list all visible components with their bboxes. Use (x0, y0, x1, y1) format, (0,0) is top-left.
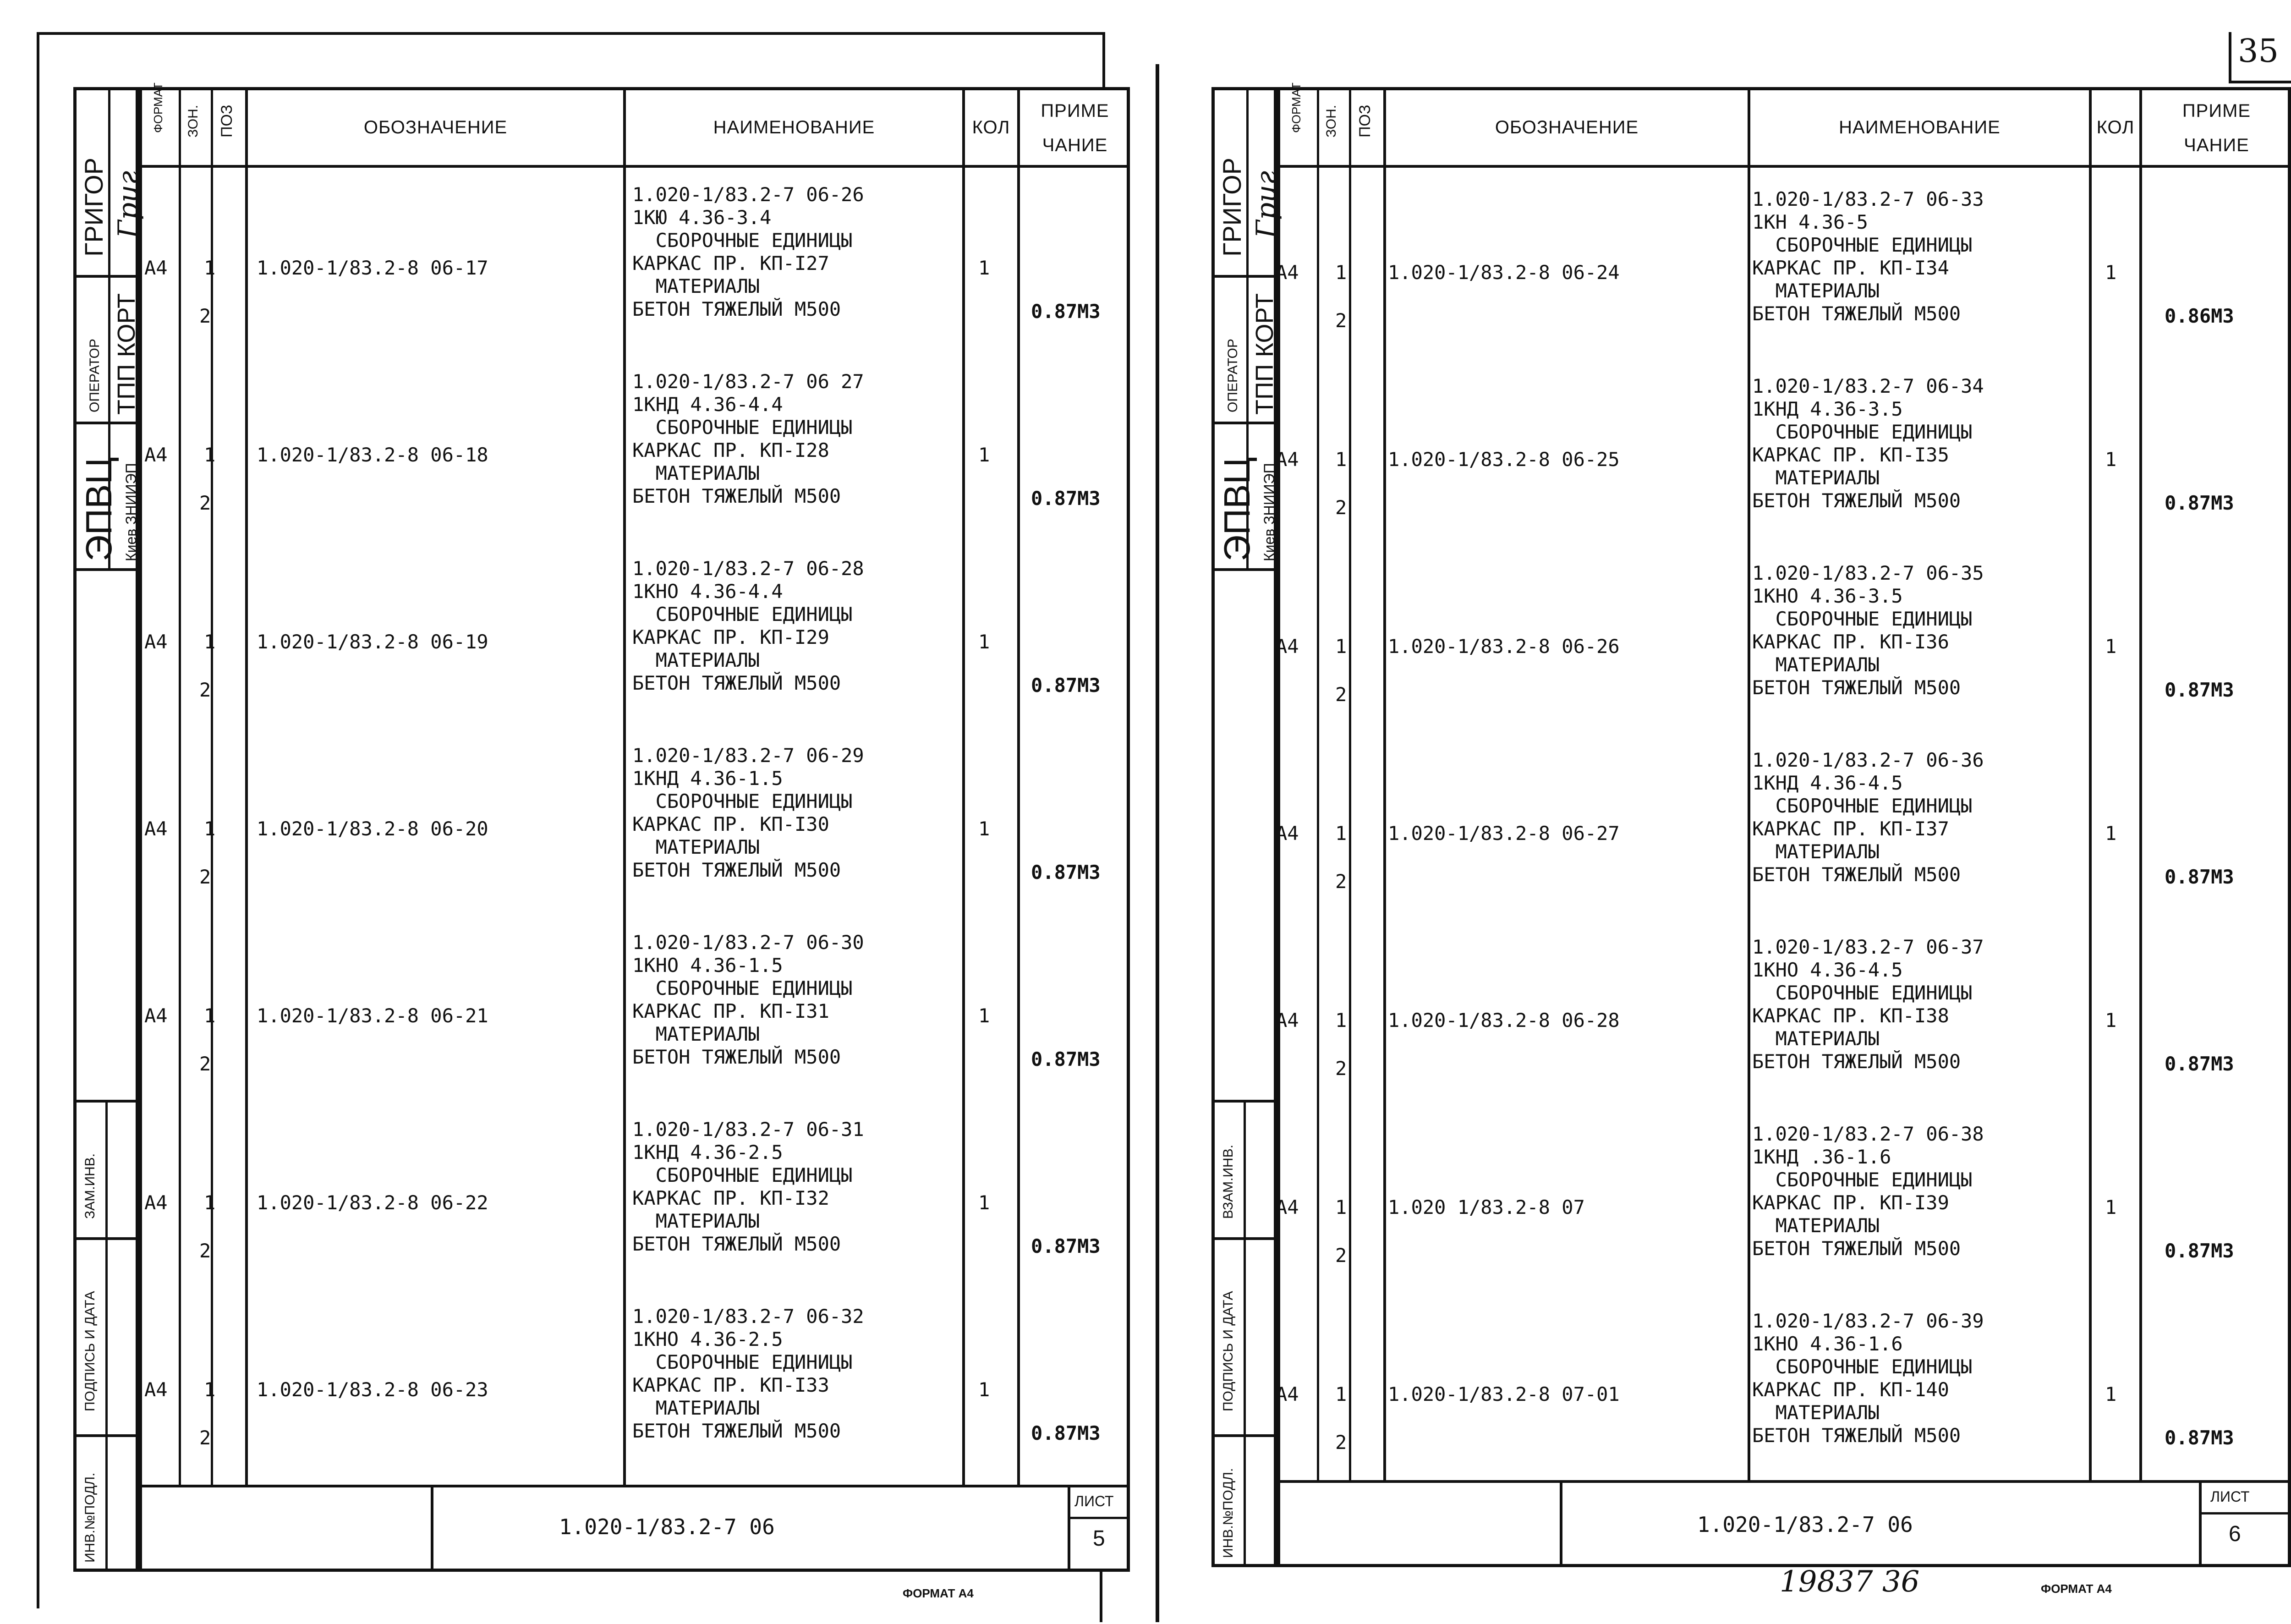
row-name-line: 1КНД 4.36-4.5 (1752, 772, 1903, 794)
row-name-line: СБОРОЧНЫЕ ЕДИНИЦЫ (1752, 982, 1973, 1004)
stamp-divider (1211, 1434, 1280, 1437)
row-format: A4 (1276, 635, 1299, 658)
row-qty: 1 (978, 257, 990, 279)
row-format: A4 (1276, 261, 1299, 284)
stamp-divider (73, 275, 142, 278)
row-name-line: БЕТОН ТЯЖЕЛЫЙ М500 (1752, 1050, 1961, 1073)
row-format: A4 (144, 817, 168, 840)
row-name-line: КАРКАС ПР. КП-І36 (1752, 631, 1949, 653)
row-name-line: МАТЕРИАЛЫ (632, 649, 760, 671)
title-block-divider (1560, 1480, 1562, 1567)
col-divider (2089, 87, 2092, 1480)
row-pos-1: 1 (204, 631, 216, 653)
row-pos-2: 2 (199, 866, 211, 888)
row-name-line: КАРКАС ПР. КП-І27 (632, 252, 829, 274)
row-name-line: МАТЕРИАЛЫ (632, 1023, 760, 1045)
row-pos-1: 1 (1335, 448, 1347, 471)
row-name-line: СБОРОЧНЫЕ ЕДИНИЦЫ (632, 1351, 853, 1373)
row-name-line: 1.020-1/83.2-7 06-36 (1752, 749, 1984, 771)
row-qty: 1 (2105, 635, 2117, 658)
row-qty: 1 (978, 1378, 990, 1401)
col-divider (1748, 87, 1750, 1480)
stamp-name: ГРИГОР (1217, 157, 1246, 257)
row-name-line: МАТЕРИАЛЫ (632, 275, 760, 297)
row-pos-2: 2 (1335, 1057, 1347, 1080)
header-note-1: ПРИМЕ (2182, 101, 2251, 121)
row-name-line: 1.020-1/83.2-7 06-31 (632, 1118, 864, 1141)
row-name-line: 1КНД 4.36-4.4 (632, 393, 783, 416)
row-designation: 1.020-1/83.2-8 06-25 (1388, 448, 1620, 471)
row-qty: 1 (978, 1191, 990, 1214)
row-note: 0.86М3 (2165, 305, 2234, 327)
stamp-inv: ИНВ.№ПОДЛ. (82, 1472, 98, 1563)
row-name-line: КАРКАС ПР. КП-І32 (632, 1187, 829, 1209)
stamp-vzam: ВЗАМ.ИНВ. (1221, 1144, 1236, 1219)
bottom-guide-tick (1100, 1572, 1102, 1622)
page-number-tick (2229, 32, 2231, 82)
row-note: 0.87М3 (2165, 1053, 2234, 1075)
row-name-line: 1КЮ 4.36-3.4 (632, 206, 772, 229)
row-qty: 1 (2105, 1383, 2117, 1405)
stamp-divider (1211, 275, 1280, 278)
row-pos-1: 1 (204, 257, 216, 279)
row-name-line: СБОРОЧНЫЕ ЕДИНИЦЫ (1752, 1169, 1973, 1191)
row-qty: 1 (2105, 1196, 2117, 1218)
row-note: 0.87М3 (1031, 1422, 1101, 1444)
row-name-line: КАРКАС ПР. КП-І37 (1752, 817, 1949, 840)
row-pos-1: 1 (204, 1378, 216, 1401)
row-name-line: 1.020-1/83.2-7 06-38 (1752, 1123, 1984, 1145)
row-name-line: СБОРОЧНЫЕ ЕДИНИЦЫ (1752, 608, 1973, 630)
row-name-line: 1.020-1/83.2-7 06-29 (632, 744, 864, 767)
row-name-line: МАТЕРИАЛЫ (1752, 1214, 1880, 1237)
header-note-2: ЧАНИЕ (1042, 135, 1108, 155)
row-name-line: БЕТОН ТЯЖЕЛЫЙ М500 (1752, 1424, 1961, 1447)
row-qty: 1 (2105, 1009, 2117, 1031)
center-fold-line (1156, 64, 1159, 1622)
col-divider (1017, 87, 1020, 1485)
stamp-divider (1211, 568, 1280, 571)
row-name-line: СБОРОЧНЫЕ ЕДИНИЦЫ (632, 416, 853, 439)
stamp-divider (73, 422, 142, 424)
stamp-org: ЭПВЦ (78, 457, 119, 561)
stamp-tpp: ТПП КОРТ (1251, 293, 1278, 415)
row-note: 0.87М3 (2165, 679, 2234, 701)
row-pos-2: 2 (199, 1426, 211, 1449)
row-format: A4 (144, 257, 168, 279)
list-label: ЛИСТ (2210, 1488, 2250, 1505)
header-zone: ЗОН. (1324, 104, 1339, 137)
row-qty: 1 (2105, 448, 2117, 471)
row-qty: 1 (2105, 261, 2117, 284)
col-divider (1349, 87, 1351, 1480)
top-guide-tick (1102, 32, 1105, 87)
row-name-line: 1КНД 4.36-2.5 (632, 1141, 783, 1163)
stamp-zam: ЗАМ.ИНВ. (82, 1153, 98, 1219)
header-name: НАИМЕНОВАНИЕ (1839, 117, 2001, 137)
row-name-line: СБОРОЧНЫЕ ЕДИНИЦЫ (1752, 421, 1973, 443)
row-name-line: БЕТОН ТЯЖЕЛЫЙ М500 (1752, 489, 1961, 512)
col-divider (2139, 87, 2142, 1480)
stamp-divider (1211, 422, 1280, 424)
stamp-tpp: ТПП КОРТ (113, 293, 140, 415)
row-note: 0.87М3 (1031, 1048, 1101, 1070)
title-block-divider (136, 1485, 1130, 1487)
row-note: 0.87М3 (1031, 487, 1101, 510)
row-pos-2: 2 (199, 492, 211, 514)
row-name-line: 1КНО 4.36-4.4 (632, 580, 783, 603)
row-format: A4 (1276, 822, 1299, 845)
row-pos-2: 2 (1335, 1431, 1347, 1454)
row-qty: 1 (978, 817, 990, 840)
row-format: A4 (144, 631, 168, 653)
row-name-line: СБОРОЧНЫЕ ЕДИНИЦЫ (632, 790, 853, 812)
row-format: A4 (1276, 448, 1299, 471)
header-divider (136, 165, 1130, 168)
row-name-line: МАТЕРИАЛЫ (1752, 280, 1880, 302)
row-name-line: 1.020-1/83.2-7 06-39 (1752, 1310, 1984, 1332)
stamp-inv: ИНВ.№ПОДЛ. (1221, 1468, 1236, 1558)
title-block-divider (1274, 1480, 2291, 1483)
stamp-divider (73, 1434, 142, 1437)
row-pos-2: 2 (199, 305, 211, 327)
header-pos: ПОЗ (218, 104, 236, 137)
col-divider (1383, 87, 1386, 1480)
row-name-line: КАРКАС ПР. КП-140 (1752, 1378, 1949, 1401)
row-name-line: 1КНО 4.36-1.5 (632, 954, 783, 977)
row-note: 0.87М3 (2165, 1426, 2234, 1449)
row-name-line: 1.020-1/83.2-7 06-28 (632, 557, 864, 580)
format-label: ФОРМАТ А4 (903, 1586, 974, 1600)
row-qty: 1 (2105, 822, 2117, 845)
doc-code: 1.020-1/83.2-7 06 (559, 1514, 775, 1539)
title-block-divider (2199, 1512, 2291, 1514)
row-name-line: МАТЕРИАЛЫ (632, 462, 760, 484)
row-name-line: 1КНО 4.36-4.5 (1752, 959, 1903, 981)
page-number-line (2229, 81, 2291, 83)
stamp-operator: ОПЕРАТОР (1225, 339, 1240, 412)
stamp-divider (1211, 1237, 1280, 1240)
row-pos-2: 2 (1335, 1244, 1347, 1267)
row-name-line: КАРКАС ПР. КП-І38 (1752, 1004, 1949, 1027)
row-name-line: 1КНО 4.36-3.5 (1752, 585, 1903, 607)
header-designation: ОБОЗНАЧЕНИЕ (363, 117, 508, 137)
row-name-line: БЕТОН ТЯЖЕЛЫЙ М500 (632, 485, 841, 507)
list-number: 5 (1093, 1526, 1105, 1551)
row-format: A4 (144, 1004, 168, 1027)
row-format: A4 (144, 1191, 168, 1214)
row-name-line: БЕТОН ТЯЖЕЛЫЙ М500 (632, 1233, 841, 1255)
row-name-line: КАРКАС ПР. КП-І33 (632, 1374, 829, 1396)
row-name-line: СБОРОЧНЫЕ ЕДИНИЦЫ (1752, 1355, 1973, 1378)
row-name-line: СБОРОЧНЫЕ ЕДИНИЦЫ (632, 603, 853, 625)
row-note: 0.87М3 (1031, 300, 1101, 323)
header-zone: ЗОН. (186, 104, 201, 137)
stamp-divider (73, 1237, 142, 1240)
header-pos: ПОЗ (1356, 104, 1374, 137)
handwritten-note: 19837 36 (1780, 1565, 1920, 1599)
row-pos-1: 1 (1335, 635, 1347, 658)
row-pos-2: 2 (199, 1053, 211, 1075)
stamp-divider (1211, 1100, 1280, 1103)
stamp-operator: ОПЕРАТОР (87, 339, 102, 412)
stamp-col-divider (1244, 1100, 1246, 1567)
row-name-line: МАТЕРИАЛЫ (632, 836, 760, 858)
header-format: ФОРМАТ (1289, 82, 1303, 133)
row-pos-2: 2 (1335, 309, 1347, 332)
col-divider (623, 87, 626, 1485)
row-name-line: 1.020-1/83.2-7 06 27 (632, 370, 864, 393)
row-pos-1: 1 (1335, 1009, 1347, 1031)
row-name-line: СБОРОЧНЫЕ ЕДИНИЦЫ (632, 229, 853, 252)
header-designation: ОБОЗНАЧЕНИЕ (1495, 117, 1639, 137)
stamp-city: Киев ЗНИИЭП (1261, 463, 1277, 561)
row-designation: 1.020-1/83.2-8 06-21 (257, 1004, 488, 1027)
row-designation: 1.020-1/83.2-8 06-18 (257, 444, 488, 466)
row-designation: 1.020-1/83.2-8 06-24 (1388, 261, 1620, 284)
stamp-signature: Григ (1250, 170, 1283, 238)
stamp-sign-date: ПОДПИСЬ И ДАТА (82, 1291, 98, 1411)
row-note: 0.87М3 (1031, 861, 1101, 883)
row-note: 0.87М3 (1031, 1235, 1101, 1257)
doc-code: 1.020-1/83.2-7 06 (1697, 1512, 1913, 1537)
row-name-line: 1.020-1/83.2-7 06-37 (1752, 936, 1984, 958)
row-name-line: КАРКАС ПР. КП-І29 (632, 626, 829, 648)
row-pos-2: 2 (1335, 683, 1347, 706)
row-note: 0.87М3 (2165, 492, 2234, 514)
row-pos-1: 1 (204, 444, 216, 466)
row-name-line: 1.020-1/83.2-7 06-35 (1752, 562, 1984, 584)
row-format: A4 (144, 1378, 168, 1401)
left-guide-line (37, 32, 39, 1608)
row-name-line: 1КНО 4.36-1.6 (1752, 1333, 1903, 1355)
row-name-line: 1КНД 4.36-3.5 (1752, 398, 1903, 420)
row-designation: 1.020-1/83.2-8 06-27 (1388, 822, 1620, 845)
row-pos-1: 1 (204, 1191, 216, 1214)
format-label: ФОРМАТ А4 (2041, 1582, 2112, 1596)
row-name-line: 1КНД .36-1.6 (1752, 1146, 1891, 1168)
header-note-1: ПРИМЕ (1041, 101, 1109, 121)
row-name-line: КАРКАС ПР. КП-І30 (632, 813, 829, 835)
row-designation: 1.020-1/83.2-8 07-01 (1388, 1383, 1620, 1405)
row-name-line: БЕТОН ТЯЖЕЛЫЙ М500 (632, 672, 841, 694)
row-name-line: МАТЕРИАЛЫ (632, 1210, 760, 1232)
row-name-line: МАТЕРИАЛЫ (632, 1397, 760, 1419)
stamp-col-divider (105, 1100, 108, 1572)
row-name-line: СБОРОЧНЫЕ ЕДИНИЦЫ (1752, 234, 1973, 256)
header-note-2: ЧАНИЕ (2184, 135, 2249, 155)
stamp-name: ГРИГОР (79, 157, 108, 257)
row-name-line: 1КН 4.36-5 (1752, 211, 1868, 233)
stamp-divider (73, 568, 142, 571)
row-name-line: 1.020-1/83.2-7 06-32 (632, 1305, 864, 1328)
row-format: A4 (1276, 1009, 1299, 1031)
page-number: 35 (2238, 32, 2279, 70)
row-name-line: БЕТОН ТЯЖЕЛЫЙ М500 (632, 1420, 841, 1442)
row-pos-1: 1 (1335, 1196, 1347, 1218)
stamp-org: ЭПВЦ (1217, 457, 1257, 561)
row-pos-1: 1 (204, 817, 216, 840)
row-format: A4 (1276, 1383, 1299, 1405)
title-block-divider (431, 1485, 433, 1572)
row-name-line: БЕТОН ТЯЖЕЛЫЙ М500 (1752, 863, 1961, 886)
row-format: A4 (1276, 1196, 1299, 1218)
row-name-line: БЕТОН ТЯЖЕЛЫЙ М500 (1752, 1237, 1961, 1260)
row-designation: 1.020-1/83.2-8 06-19 (257, 631, 488, 653)
col-divider (179, 87, 181, 1485)
row-designation: 1.020-1/83.2-8 06-23 (257, 1378, 488, 1401)
row-designation: 1.020-1/83.2-8 06-22 (257, 1191, 488, 1214)
row-name-line: 1.020-1/83.2-7 06-34 (1752, 375, 1984, 397)
row-name-line: БЕТОН ТЯЖЕЛЫЙ М500 (632, 1046, 841, 1068)
top-guide-line (37, 32, 1104, 35)
row-name-line: 1.020-1/83.2-7 06-33 (1752, 188, 1984, 210)
row-note: 0.87М3 (2165, 1240, 2234, 1262)
row-pos-1: 1 (1335, 1383, 1347, 1405)
row-designation: 1.020-1/83.2-8 06-28 (1388, 1009, 1620, 1031)
row-name-line: МАТЕРИАЛЫ (1752, 1401, 1880, 1424)
row-name-line: 1КНД 4.36-1.5 (632, 767, 783, 790)
col-divider (211, 87, 213, 1485)
col-divider (962, 87, 965, 1485)
row-format: A4 (144, 444, 168, 466)
row-name-line: КАРКАС ПР. КП-І39 (1752, 1191, 1949, 1214)
header-name: НАИМЕНОВАНИЕ (713, 117, 875, 137)
row-name-line: МАТЕРИАЛЫ (1752, 466, 1880, 489)
row-pos-2: 2 (1335, 496, 1347, 519)
row-pos-2: 2 (1335, 870, 1347, 893)
row-name-line: БЕТОН ТЯЖЕЛЫЙ М500 (1752, 302, 1961, 325)
list-label: ЛИСТ (1074, 1493, 1114, 1509)
title-block-divider (1068, 1485, 1070, 1572)
row-pos-1: 1 (1335, 822, 1347, 845)
row-designation: 1.020-1/83.2-8 06-26 (1388, 635, 1620, 658)
row-name-line: 1.020-1/83.2-7 06-30 (632, 931, 864, 954)
title-block-divider (2199, 1480, 2202, 1567)
title-block-divider (1068, 1517, 1130, 1519)
row-designation: 1.020-1/83.2-8 06-20 (257, 817, 488, 840)
header-divider (1274, 165, 2291, 168)
header-format: ФОРМАТ (151, 82, 165, 133)
row-name-line: БЕТОН ТЯЖЕЛЫЙ М500 (1752, 676, 1961, 699)
right-sheet (1161, 0, 2291, 1624)
row-qty: 1 (978, 1004, 990, 1027)
row-name-line: БЕТОН ТЯЖЕЛЫЙ М500 (632, 298, 841, 320)
row-name-line: СБОРОЧНЫЕ ЕДИНИЦЫ (1752, 795, 1973, 817)
row-name-line: КАРКАС ПР. КП-І35 (1752, 444, 1949, 466)
col-divider (245, 87, 248, 1485)
stamp-city: Киев ЗНИИЭП (123, 463, 139, 561)
row-note: 0.87М3 (1031, 674, 1101, 697)
row-designation: 1.020 1/83.2-8 07 (1388, 1196, 1585, 1218)
stamp-divider (73, 1100, 142, 1103)
row-designation: 1.020-1/83.2-8 06-17 (257, 257, 488, 279)
row-pos-2: 2 (199, 1240, 211, 1262)
row-name-line: КАРКАС ПР. КП-І28 (632, 439, 829, 461)
row-name-line: СБОРОЧНЫЕ ЕДИНИЦЫ (632, 977, 853, 999)
row-name-line: МАТЕРИАЛЫ (1752, 653, 1880, 676)
row-name-line: БЕТОН ТЯЖЕЛЫЙ М500 (632, 859, 841, 881)
header-qty: КОЛ (972, 117, 1010, 137)
col-divider (1317, 87, 1319, 1480)
row-pos-1: 1 (1335, 261, 1347, 284)
row-qty: 1 (978, 444, 990, 466)
row-name-line: СБОРОЧНЫЕ ЕДИНИЦЫ (632, 1164, 853, 1186)
row-pos-1: 1 (204, 1004, 216, 1027)
row-name-line: 1.020-1/83.2-7 06-26 (632, 183, 864, 206)
stamp-sign-date: ПОДПИСЬ И ДАТА (1221, 1291, 1236, 1411)
row-pos-2: 2 (199, 679, 211, 701)
row-name-line: КАРКАС ПР. КП-І31 (632, 1000, 829, 1022)
row-name-line: МАТЕРИАЛЫ (1752, 1027, 1880, 1050)
list-number: 6 (2229, 1522, 2241, 1546)
row-qty: 1 (978, 631, 990, 653)
header-qty: КОЛ (2096, 117, 2135, 137)
stamp-signature: Григ (112, 170, 144, 238)
row-name-line: МАТЕРИАЛЫ (1752, 840, 1880, 863)
row-name-line: КАРКАС ПР. КП-І34 (1752, 257, 1949, 279)
row-name-line: 1КНО 4.36-2.5 (632, 1328, 783, 1350)
row-note: 0.87М3 (2165, 866, 2234, 888)
